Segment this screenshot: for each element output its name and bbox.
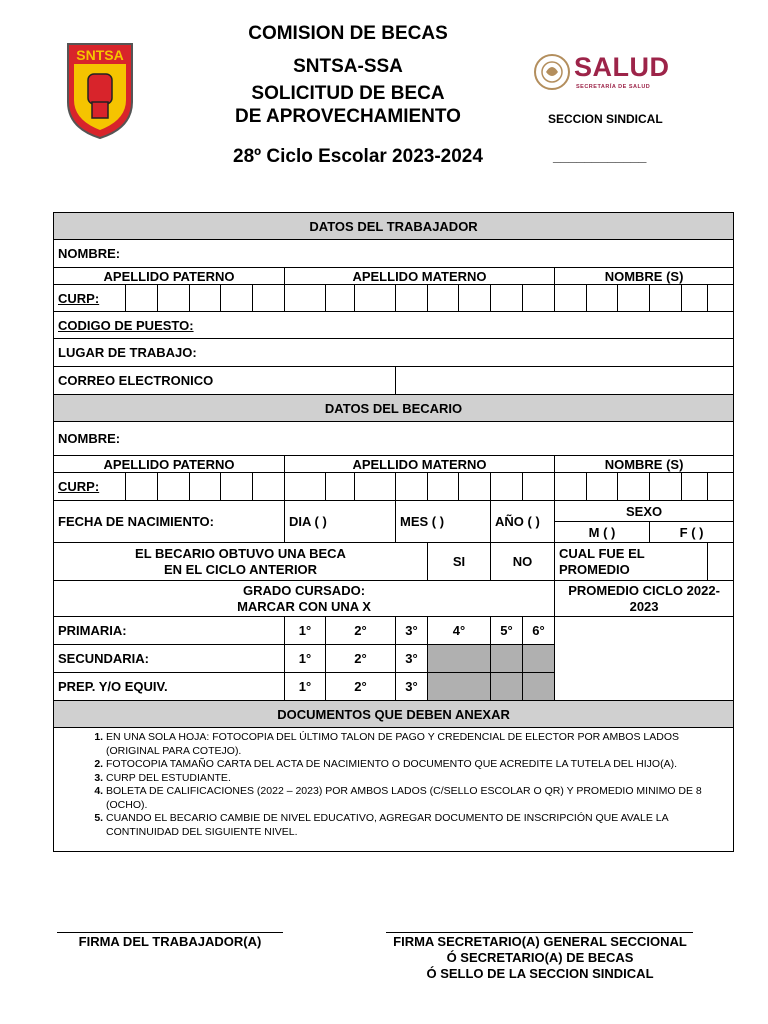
- curp-box[interactable]: [491, 473, 523, 501]
- sexo-label: SEXO: [555, 501, 734, 522]
- sexo-m-option[interactable]: M ( ): [555, 522, 650, 543]
- disabled-cell: [523, 673, 555, 701]
- grade-option[interactable]: 4°: [428, 617, 491, 645]
- beca-anterior-no[interactable]: NO: [491, 543, 555, 581]
- grado-cursado-label: GRADO CURSADO: MARCAR CON UNA X: [54, 581, 555, 617]
- list-item: 3. CURP DEL ESTUDIANTE.: [106, 772, 729, 786]
- primaria-label: PRIMARIA:: [54, 617, 285, 645]
- list-item: 4. BOLETA DE CALIFICACIONES (2022 – 2023) POR AMBOS LADOS (C/SELLO ESCOLAR O QR) Y PROMEDIO MINIMO DE 8 (OCHO).: [106, 785, 729, 812]
- curp-box[interactable]: [285, 473, 326, 501]
- curp-box[interactable]: [555, 285, 587, 312]
- grade-option[interactable]: 2°: [326, 645, 396, 673]
- curp-box[interactable]: [523, 473, 555, 501]
- dia-field[interactable]: DIA ( ): [285, 501, 396, 543]
- title-line-4: DE APROVECHAMIENTO: [235, 106, 461, 127]
- curp-box[interactable]: [618, 285, 650, 312]
- grade-option[interactable]: 1°: [285, 645, 326, 673]
- curp-box[interactable]: [285, 285, 326, 312]
- list-item: 1. EN UNA SOLA HOJA: FOTOCOPIA DEL ÚLTIMO TALON DE PAGO Y CREDENCIAL DE ELECTOR POR AMBOS LADOS (ORIGINAL PARA COTEJO).: [106, 731, 729, 758]
- curp-box[interactable]: [126, 473, 158, 501]
- ap-materno-label: APELLIDO MATERNO: [285, 268, 555, 285]
- curp-box[interactable]: [396, 285, 428, 312]
- disabled-cell: [523, 645, 555, 673]
- form-table: [53, 212, 734, 852]
- cual-promedio-label: CUAL FUE EL PROMEDIO: [555, 543, 708, 581]
- grade-option[interactable]: 1°: [285, 673, 326, 701]
- cual-promedio-field[interactable]: [708, 543, 734, 581]
- curp-box[interactable]: [650, 473, 682, 501]
- disabled-cell: [428, 673, 491, 701]
- documentos-list: [54, 728, 734, 852]
- firma-secretario-label-1: FIRMA SECRETARIO(A) GENERAL SECCIONAL: [393, 934, 687, 949]
- sexo-f-option[interactable]: F ( ): [650, 522, 734, 543]
- nombres-label: NOMBRE (S): [555, 268, 734, 285]
- curp-box[interactable]: [355, 473, 396, 501]
- curp-box[interactable]: [158, 473, 190, 501]
- curp-box[interactable]: [190, 285, 221, 312]
- disabled-cell: [491, 673, 523, 701]
- curp-box[interactable]: [491, 285, 523, 312]
- grade-option[interactable]: 1°: [285, 617, 326, 645]
- promedio-ciclo-field[interactable]: [555, 617, 734, 701]
- curp-box[interactable]: [126, 285, 158, 312]
- curp-box[interactable]: [555, 473, 587, 501]
- firma-secretario-label-3: Ó SELLO DE LA SECCION SINDICAL: [426, 966, 654, 981]
- firma-trabajador-label: FIRMA DEL TRABAJADOR(A): [78, 934, 262, 949]
- curp-box[interactable]: [253, 473, 285, 501]
- mes-field[interactable]: MES ( ): [396, 501, 491, 543]
- title-line-3: SOLICITUD DE BECA: [251, 83, 445, 104]
- prep-label: PREP. Y/O EQUIV.: [54, 673, 285, 701]
- promedio-ciclo-label: PROMEDIO CICLO 2022- 2023: [555, 581, 734, 617]
- correo-label: CORREO ELECTRONICO: [54, 367, 396, 395]
- svg-text:SNTSA: SNTSA: [76, 47, 124, 63]
- seccion-sindical-field[interactable]: ____________: [553, 148, 647, 164]
- secundaria-label: SECUNDARIA:: [54, 645, 285, 673]
- section-datos-trabajador: DATOS DEL TRABAJADOR: [54, 213, 734, 240]
- ap-materno-label: APELLIDO MATERNO: [285, 456, 555, 473]
- curp-box[interactable]: [587, 285, 618, 312]
- curp-box[interactable]: [523, 285, 555, 312]
- curp-box[interactable]: [682, 473, 708, 501]
- grade-option[interactable]: 2°: [326, 673, 396, 701]
- fecha-nacimiento-label: FECHA DE NACIMIENTO:: [54, 501, 285, 543]
- disabled-cell: [491, 645, 523, 673]
- becario-nombre-field[interactable]: NOMBRE:: [54, 422, 734, 456]
- grade-option[interactable]: 3°: [396, 617, 428, 645]
- curp-box[interactable]: [682, 285, 708, 312]
- curp-box[interactable]: [355, 285, 396, 312]
- curp-box[interactable]: [326, 285, 355, 312]
- cycle-title: 28º Ciclo Escolar 2023-2024: [233, 146, 483, 167]
- curp-box[interactable]: [708, 285, 734, 312]
- section-datos-becario: DATOS DEL BECARIO: [54, 395, 734, 422]
- list-item: 2. FOTOCOPIA TAMAÑO CARTA DEL ACTA DE NACIMIENTO O DOCUMENTO QUE ACREDITE LA TUTELA DEL HIJO(A).: [106, 758, 729, 772]
- curp-box[interactable]: [587, 473, 618, 501]
- grade-option[interactable]: 5°: [491, 617, 523, 645]
- beca-anterior-label: EL BECARIO OBTUVO UNA BECA EN EL CICLO ANTERIOR: [54, 543, 428, 581]
- grade-option[interactable]: 6°: [523, 617, 555, 645]
- curp-box[interactable]: [190, 473, 221, 501]
- grade-option[interactable]: 3°: [396, 673, 428, 701]
- curp-box[interactable]: [428, 473, 459, 501]
- grade-option[interactable]: 2°: [326, 617, 396, 645]
- curp-box[interactable]: [459, 473, 491, 501]
- title-line-1: COMISION DE BECAS: [248, 23, 448, 44]
- firma-trabajador-line[interactable]: [57, 932, 283, 933]
- beca-anterior-si[interactable]: SI: [428, 543, 491, 581]
- list-item: 5. CUANDO EL BECARIO CAMBIE DE NIVEL EDUCATIVO, AGREGAR DOCUMENTO DE INSCRIPCIÓN QUE AVALE LA CONTINUIDAD DEL SIGUIENTE NIVEL.: [106, 812, 729, 839]
- grade-option[interactable]: 3°: [396, 645, 428, 673]
- seal-icon: [532, 50, 572, 94]
- curp-box[interactable]: [326, 473, 355, 501]
- curp-box[interactable]: [459, 285, 491, 312]
- curp-box[interactable]: [428, 285, 459, 312]
- trabajador-nombre-field[interactable]: NOMBRE:: [54, 240, 734, 268]
- seccion-sindical-label: SECCION SINDICAL: [548, 112, 663, 126]
- ap-paterno-label: APELLIDO PATERNO: [54, 456, 285, 473]
- title-line-2: SNTSA-SSA: [293, 56, 403, 77]
- curp-box[interactable]: [708, 473, 734, 501]
- becario-curp-label: CURP:: [54, 473, 126, 501]
- curp-box[interactable]: [253, 285, 285, 312]
- curp-box[interactable]: [158, 285, 190, 312]
- ap-paterno-label: APELLIDO PATERNO: [54, 268, 285, 285]
- curp-box[interactable]: [650, 285, 682, 312]
- codigo-puesto-field[interactable]: CODIGO DE PUESTO:: [54, 312, 734, 339]
- curp-box[interactable]: [221, 473, 253, 501]
- correo-field[interactable]: [396, 367, 734, 395]
- salud-logo: SALUD SECRETARÍA DE SALUD: [528, 48, 688, 96]
- nombres-label: NOMBRE (S): [555, 456, 734, 473]
- disabled-cell: [428, 645, 491, 673]
- curp-box[interactable]: [396, 473, 428, 501]
- firma-secretario-line[interactable]: [386, 932, 693, 933]
- firma-secretario-label-2: Ó SECRETARIO(A) DE BECAS: [446, 950, 634, 965]
- anio-field[interactable]: AÑO ( ): [491, 501, 555, 543]
- curp-box[interactable]: [618, 473, 650, 501]
- sntsa-logo: [64, 40, 136, 140]
- section-documentos: DOCUMENTOS QUE DEBEN ANEXAR: [54, 701, 734, 728]
- lugar-trabajo-field[interactable]: LUGAR DE TRABAJO:: [54, 339, 734, 367]
- trabajador-curp-label: CURP:: [54, 285, 126, 312]
- curp-box[interactable]: [221, 285, 253, 312]
